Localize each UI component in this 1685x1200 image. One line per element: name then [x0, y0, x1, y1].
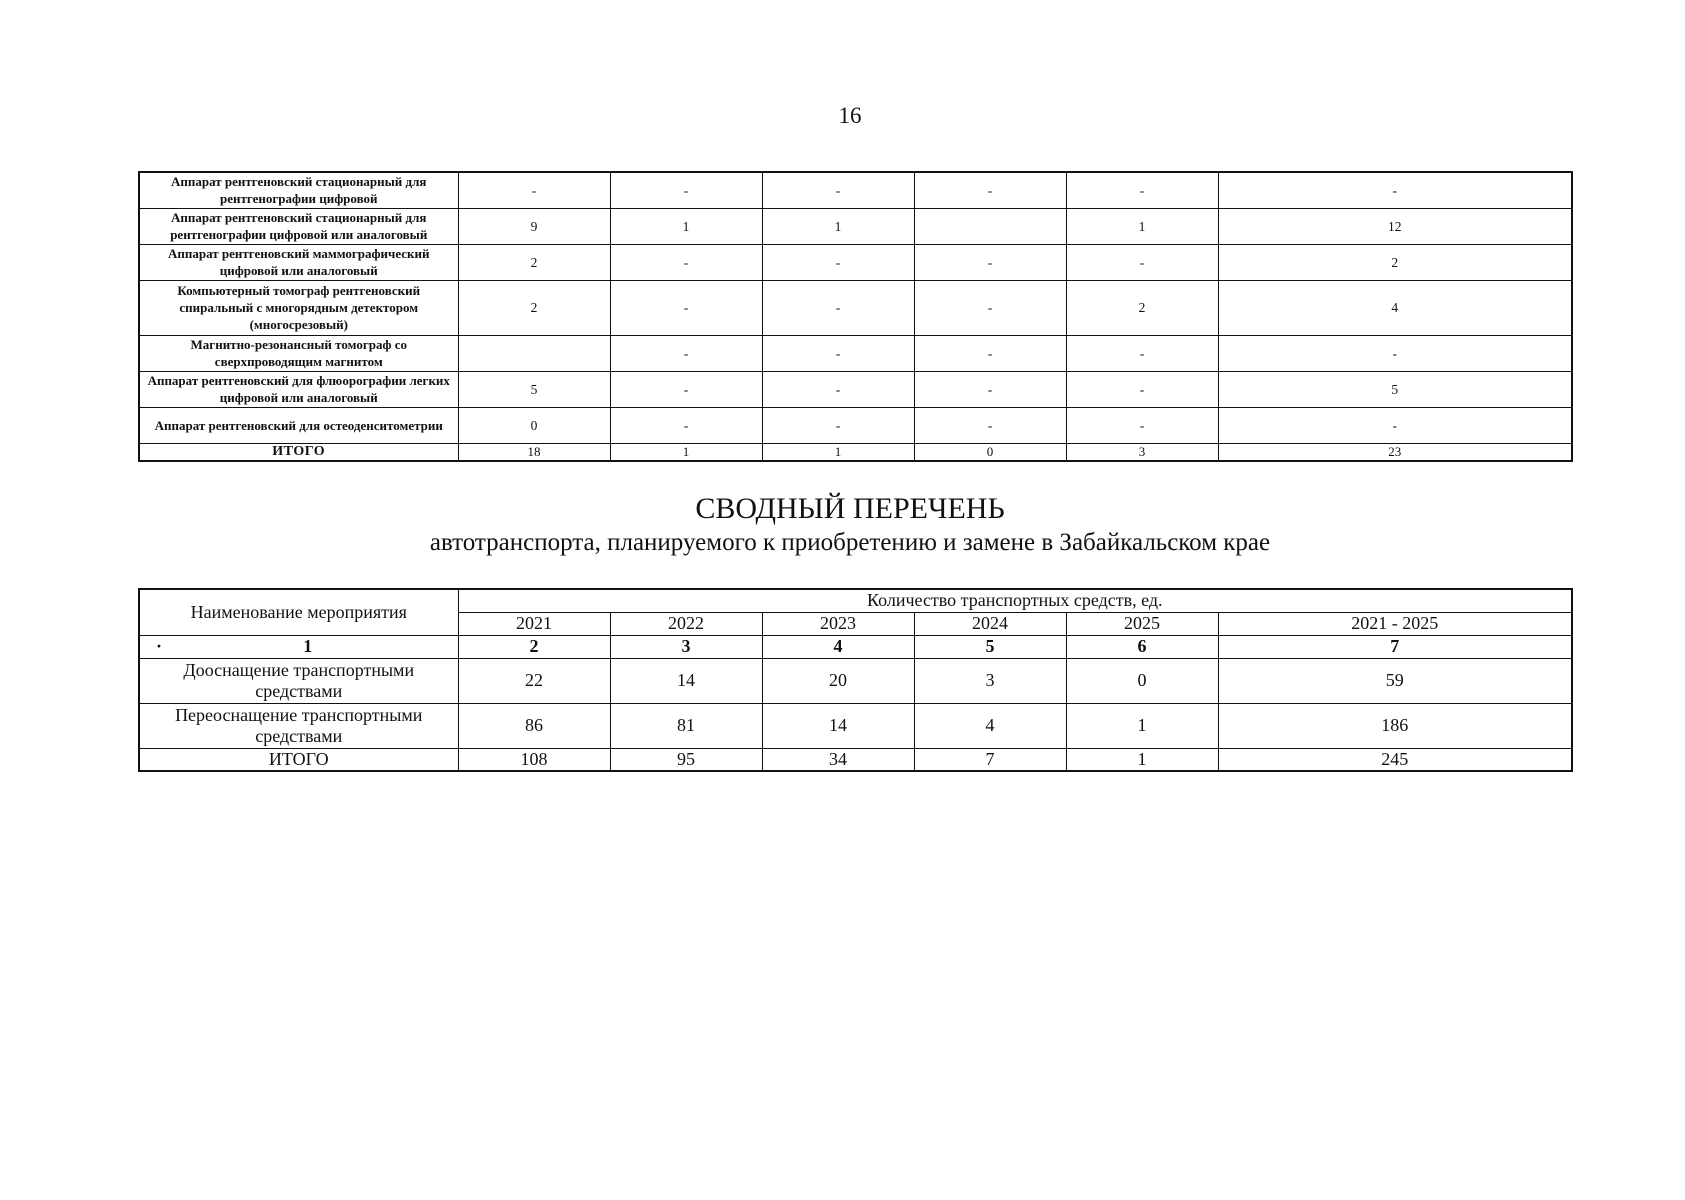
header-group: Количество транспортных средств, ед. [458, 589, 1572, 612]
cell-total: - [1218, 407, 1572, 443]
cell-2022: - [610, 244, 762, 280]
cell-2021: 2 [458, 280, 610, 335]
cell-2024 [914, 208, 1066, 244]
cell-2023: - [762, 244, 914, 280]
table-row [139, 371, 1572, 407]
cell-2025: - [1066, 335, 1218, 371]
equipment-name: Аппарат рентгеновский для остеоденситометрии [139, 407, 458, 443]
table-row [139, 172, 1572, 208]
cell-2024: - [914, 407, 1066, 443]
total-2022: 1 [610, 443, 762, 461]
equipment-table-body [139, 172, 1572, 461]
cell-2025: - [1066, 407, 1218, 443]
cell-2024: 4 [914, 703, 1066, 748]
cell-total: - [1218, 335, 1572, 371]
table-row [139, 703, 1572, 748]
cell-2021: 2 [458, 244, 610, 280]
total-2025: 1 [1066, 748, 1218, 771]
table-row [139, 208, 1572, 244]
header-year: 2024 [914, 612, 1066, 635]
column-number: 7 [1218, 635, 1572, 658]
column-numbers-row [139, 635, 1572, 658]
total-2024: 0 [914, 443, 1066, 461]
cell-2024: - [914, 335, 1066, 371]
equipment-name: Аппарат рентгеновский для флюорографии легких цифровой или аналоговый [139, 371, 458, 407]
cell-2022: - [610, 172, 762, 208]
total-2021: 18 [458, 443, 610, 461]
cell-2022: - [610, 407, 762, 443]
total-2024: 7 [914, 748, 1066, 771]
summary-subtitle: автотранспорта, планируемого к приобретению и замене в Забайкальском крае [429, 529, 1271, 556]
header-row-group [139, 589, 1572, 612]
cell-2023: - [762, 280, 914, 335]
cell-2023: - [762, 407, 914, 443]
cell-2022: 1 [610, 208, 762, 244]
transport-table [138, 588, 1573, 772]
cell-total: 59 [1218, 658, 1572, 703]
cell-2022: - [610, 335, 762, 371]
header-name: Наименование мероприятия [139, 589, 458, 635]
cell-2023: 20 [762, 658, 914, 703]
cell-2025: 1 [1066, 703, 1218, 748]
table-total-row [139, 748, 1572, 771]
equipment-name: Аппарат рентгеновский стационарный для рентгенографии цифровой или аналоговый [139, 208, 458, 244]
column-number: 5 [914, 635, 1066, 658]
equipment-name: Магнитно-резонансный томограф со сверхпроводящим магнитом [139, 335, 458, 371]
cell-2021: - [458, 172, 610, 208]
column-number [139, 635, 458, 658]
table-row [139, 244, 1572, 280]
cell-2024: - [914, 244, 1066, 280]
cell-2021 [458, 335, 610, 371]
total-all: 23 [1218, 443, 1572, 461]
cell-2022: 14 [610, 658, 762, 703]
total-2022: 95 [610, 748, 762, 771]
cell-2022: 81 [610, 703, 762, 748]
equipment-name: Аппарат рентгеновский стационарный для рентгенографии цифровой [139, 172, 458, 208]
table-row [139, 280, 1572, 335]
cell-2021: 86 [458, 703, 610, 748]
cell-total: - [1218, 172, 1572, 208]
total-label: ИТОГО [139, 748, 458, 771]
page-number: 16 [838, 103, 862, 128]
total-label: ИТОГО [139, 443, 458, 461]
cell-2021: 5 [458, 371, 610, 407]
column-number: 4 [762, 635, 914, 658]
cell-2021: 9 [458, 208, 610, 244]
cell-total: 186 [1218, 703, 1572, 748]
cell-2025: - [1066, 172, 1218, 208]
header-year: 2021 - 2025 [1218, 612, 1572, 635]
total-2025: 3 [1066, 443, 1218, 461]
column-number: 6 [1066, 635, 1218, 658]
total-2021: 108 [458, 748, 610, 771]
cell-2022: - [610, 371, 762, 407]
cell-2023: 14 [762, 703, 914, 748]
cell-2022: - [610, 280, 762, 335]
column-number-text: 1 [303, 636, 313, 656]
column-number: 3 [610, 635, 762, 658]
cell-2021: 22 [458, 658, 610, 703]
activity-name: Переоснащение транспортными средствами [139, 703, 458, 748]
cell-2025: 2 [1066, 280, 1218, 335]
header-year: 2023 [762, 612, 914, 635]
cell-2024: - [914, 280, 1066, 335]
summary-title: СВОДНЫЙ ПЕРЕЧЕНЬ [695, 492, 1005, 525]
cell-2024: 3 [914, 658, 1066, 703]
cell-2025: - [1066, 371, 1218, 407]
cell-2023: - [762, 335, 914, 371]
cell-2025: 1 [1066, 208, 1218, 244]
cell-2024: - [914, 371, 1066, 407]
equipment-name: Аппарат рентгеновский маммографический цифровой или аналоговый [139, 244, 458, 280]
cell-total: 5 [1218, 371, 1572, 407]
cell-total: 12 [1218, 208, 1572, 244]
table-row [139, 335, 1572, 371]
cell-total: 2 [1218, 244, 1572, 280]
header-year: 2025 [1066, 612, 1218, 635]
column-mark: · [156, 636, 163, 656]
total-2023: 34 [762, 748, 914, 771]
total-2023: 1 [762, 443, 914, 461]
cell-2025: 0 [1066, 658, 1218, 703]
table-row [139, 658, 1572, 703]
cell-2023: - [762, 371, 914, 407]
cell-2025: - [1066, 244, 1218, 280]
cell-total: 4 [1218, 280, 1572, 335]
cell-2024: - [914, 172, 1066, 208]
total-all: 245 [1218, 748, 1572, 771]
equipment-table [138, 171, 1573, 462]
cell-2023: - [762, 172, 914, 208]
activity-name: Дооснащение транспортными средствами [139, 658, 458, 703]
header-year: 2021 [458, 612, 610, 635]
table-total-row [139, 443, 1572, 461]
cell-2023: 1 [762, 208, 914, 244]
equipment-name: Компьютерный томограф рентгеновский спиральный с многорядным детектором (многосрезовый) [139, 280, 458, 335]
cell-2021: 0 [458, 407, 610, 443]
transport-table-body [139, 589, 1572, 771]
table-row [139, 407, 1572, 443]
header-year: 2022 [610, 612, 762, 635]
column-number: 2 [458, 635, 610, 658]
